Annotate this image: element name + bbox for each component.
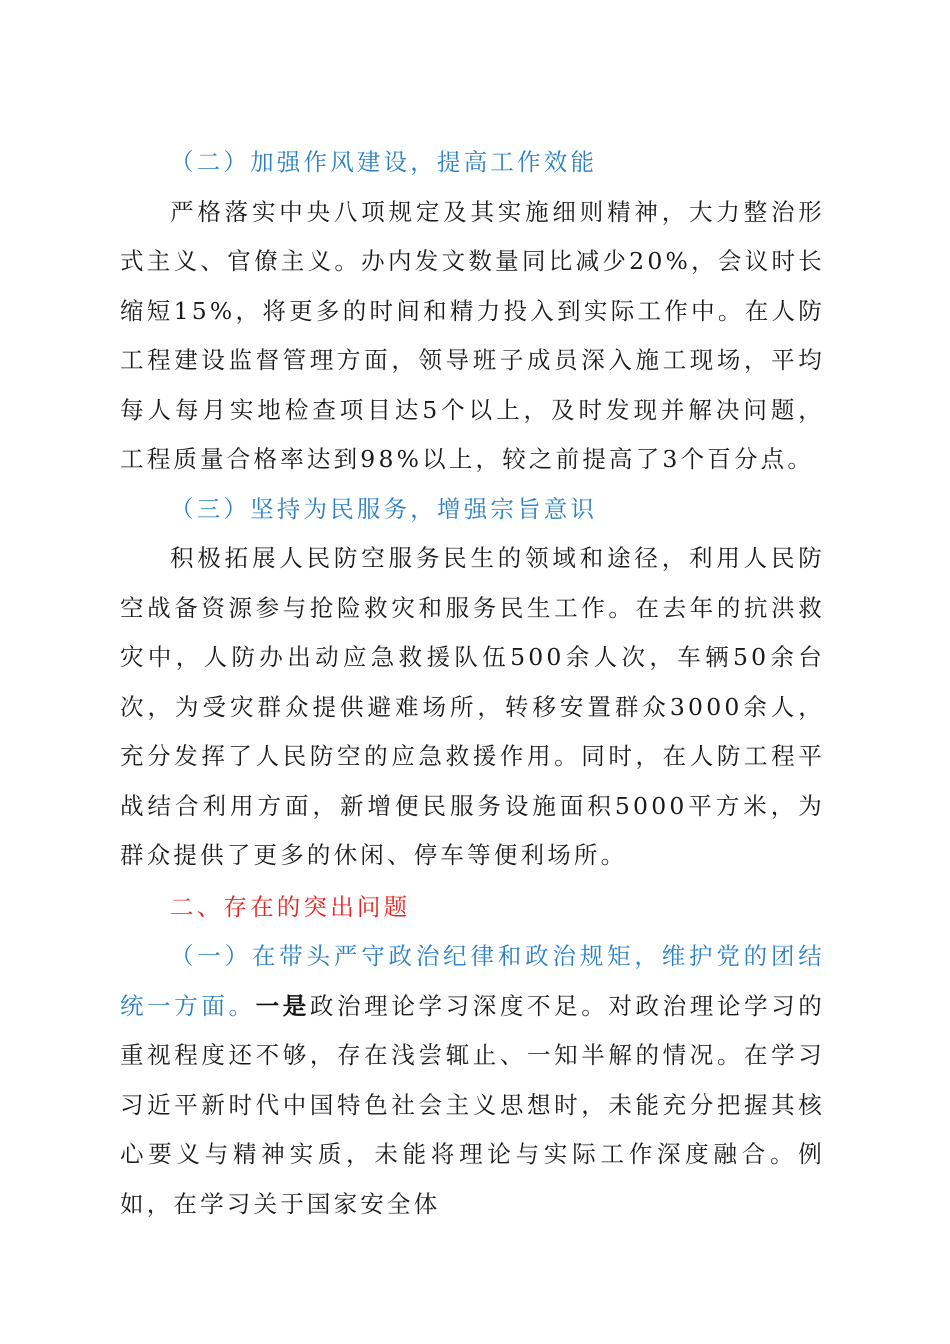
section-2-paragraph: 严格落实中央八项规定及其实施细则精神，大力整治形式主义、官僚主义。办内发文数量同比减少20%，会议时长缩短15%，将更多的时间和精力投入到实际工作中。在人防工程建设监督管理方面，领导班子成员深入施工现场，平均每人每月实地检查项目达5个以上，及时发现并解决问题，工程质量合格率达到98%以上，较之前提高了3个百分点。 xyxy=(120,197,825,473)
problem-1-heading: （一）在带头严守政治纪律和政治规矩，维护党的团结统一方面。 xyxy=(120,942,825,1020)
problem-1-paragraph xyxy=(120,932,825,1229)
section-3-paragraph: 积极拓展人民防空服务民生的领域和途径，利用人民防空战备资源参与抢险救灾和服务民生工作。在去年的抗洪救灾中，人防办出动应急救援队伍500余人次，车辆50余台次，为受灾群众提供避难场所，转移安置群众3000余人，充分发挥了人民防空的应急救援作用。同时，在人防工程平战结合利用方面，新增便民服务设施面积5000平方米，为群众提供了更多的休闲、停车等便利场所。 xyxy=(120,544,825,869)
section-2-heading: （二）加强作风建设，提高工作效能 xyxy=(170,148,598,176)
document-body xyxy=(120,138,825,1229)
part-2-heading: 二、存在的突出问题 xyxy=(170,892,411,921)
problem-1-lead: 一是 xyxy=(255,991,310,1020)
section-3-heading: （三）坚持为民服务，增强宗旨意识 xyxy=(170,494,598,523)
problem-1-text: 政治理论学习深度不足。对政治理论学习的重视程度还不够，存在浅尝辄止、一知半解的情况。在学习习近平新时代中国特色社会主义思想时，未能充分把握其核心要义与精神实质，未能将理论与实际工作深度融合。例如，在学习关于国家安全体 xyxy=(120,991,825,1218)
